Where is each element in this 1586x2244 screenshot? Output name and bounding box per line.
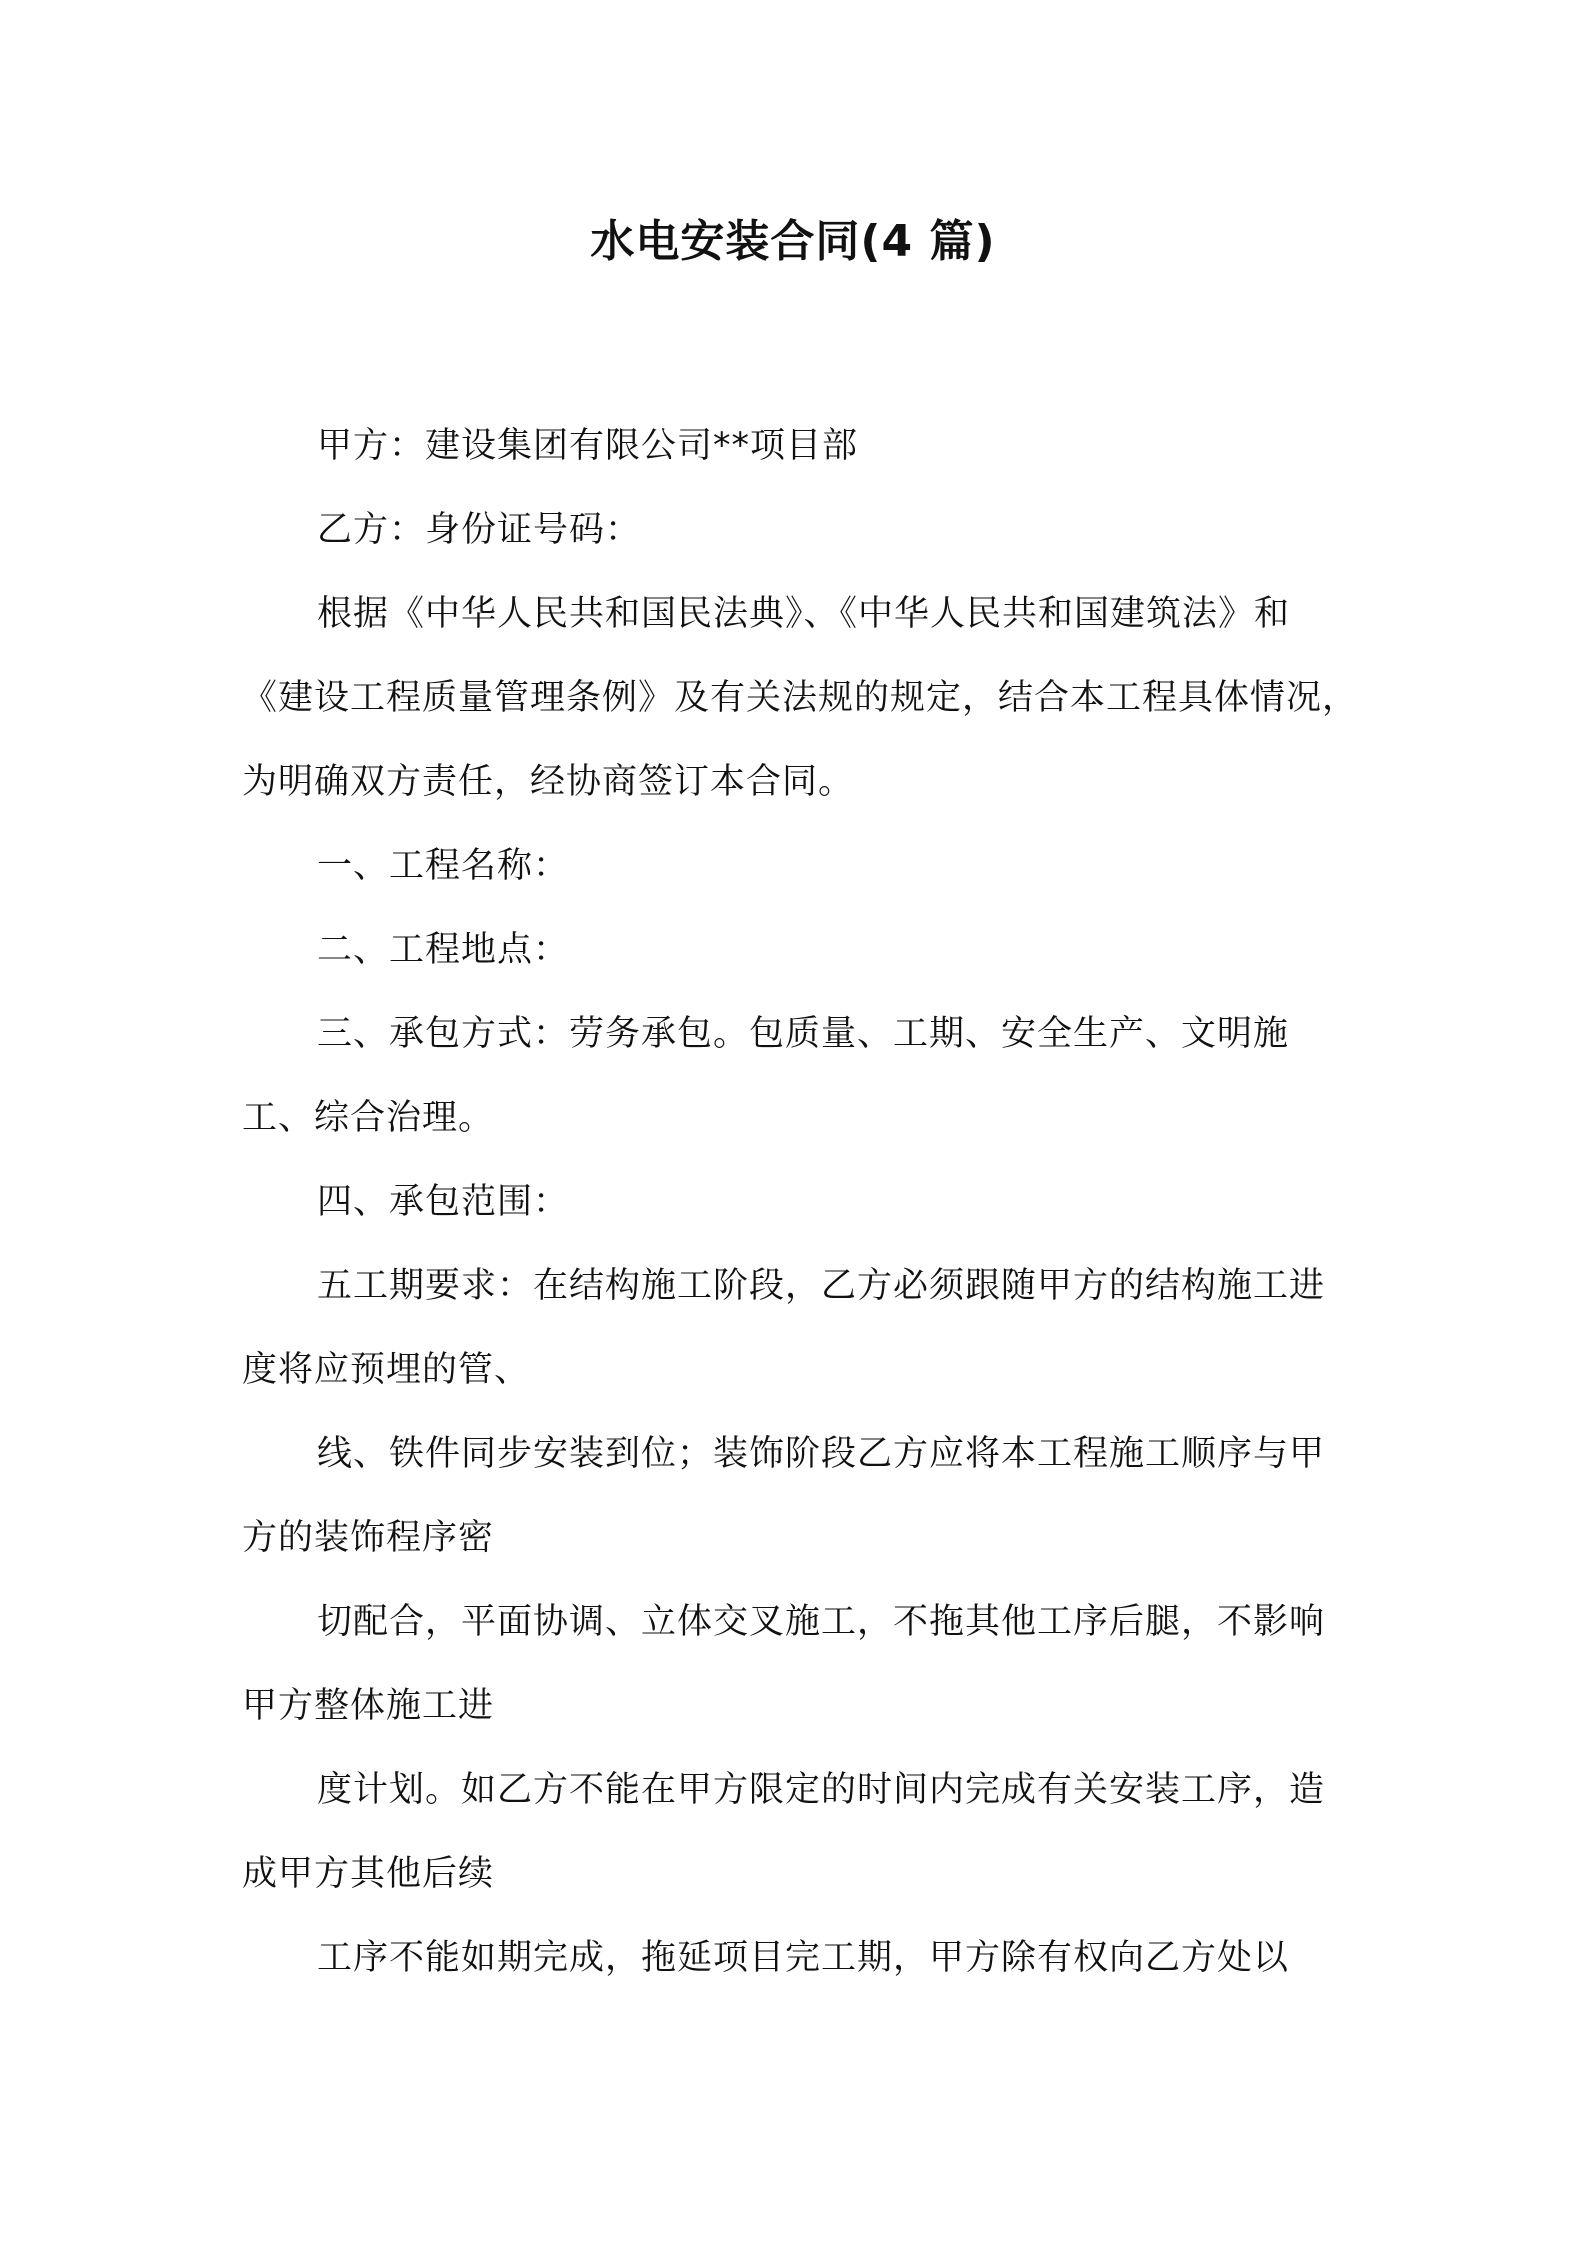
clause-schedule-part-4: 度计划。如乙方不能在甲方限定的时间内完成有关安装工序，造成甲方其他后续 — [242, 1770, 1326, 1894]
clause-contract-scope: 四、承包范围： — [317, 1182, 570, 1222]
clause-schedule-part-5: 工序不能如期完成，拖延项目完工期，甲方除有权向乙方处以 — [317, 1938, 1290, 1978]
clause-contract-method: 三、承包方式：劳务承包。包质量、工期、安全生产、文明施工、综合治理。 — [242, 1014, 1290, 1138]
preamble-paragraph: 根据《中华人民共和国民法典》、《中华人民共和国建筑法》和《建设工程质量管理条例》及有关法规的规定，结合本工程具体情况，为明确双方责任，经协商签订本合同。 — [242, 594, 1359, 802]
clause-project-name: 一、工程名称： — [317, 846, 570, 886]
clause-project-location: 二、工程地点： — [317, 930, 570, 970]
clause-schedule-part-3: 切配合，平面协调、立体交叉施工，不拖其他工序后腿，不影响甲方整体施工进 — [242, 1602, 1326, 1726]
party-a-line: 甲方：建设集团有限公司**项目部 — [317, 426, 859, 466]
document-body — [242, 404, 1360, 2000]
document-title: 水电安装合同(4 篇) — [590, 216, 996, 267]
clause-schedule-part-1: 五工期要求：在结构施工阶段，乙方必须跟随甲方的结构施工进度将应预埋的管、 — [242, 1266, 1326, 1390]
clause-schedule-part-2: 线、铁件同步安装到位；装饰阶段乙方应将本工程施工顺序与甲方的装饰程序密 — [242, 1434, 1326, 1558]
party-b-line: 乙方：身份证号码： — [317, 510, 642, 550]
